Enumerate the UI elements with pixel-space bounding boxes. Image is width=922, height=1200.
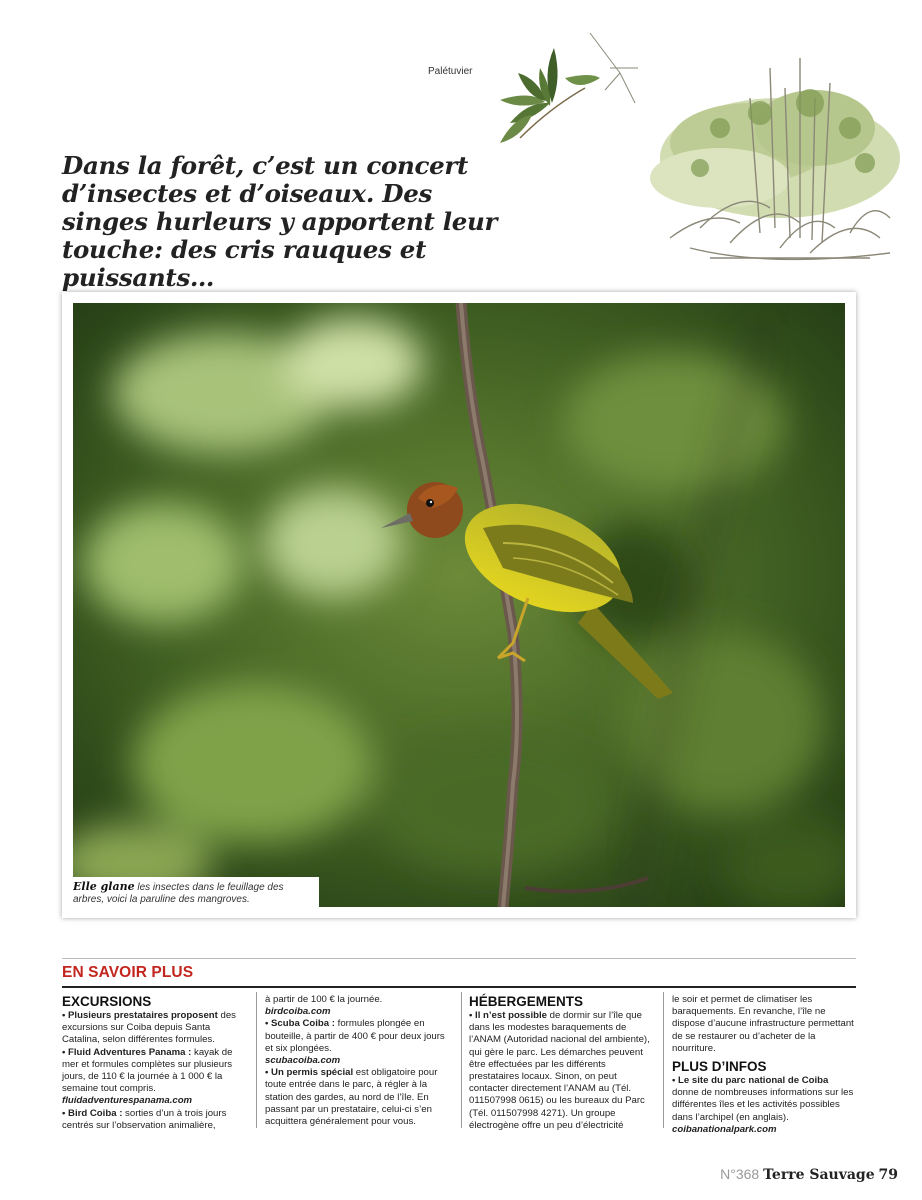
excursions-column <box>62 994 248 1132</box>
paragraph-text: formules plongée en bouteille, à partir de 400 € pour deux jours et six plongées. <box>265 1018 445 1054</box>
section-rule-top <box>62 958 856 959</box>
bold-lead: • Plusieurs prestataires proposent <box>62 1010 218 1021</box>
bold-lead: • Le site du parc national de Coiba <box>672 1075 829 1087</box>
page-folio <box>720 1166 898 1183</box>
infos-column <box>672 994 856 1136</box>
page-number: 79 <box>878 1167 898 1183</box>
paragraph-text: de dormir sur l’île que dans les modestes baraquements de l’ANAM (Autoridad nacional del ambiente), qui gère le parc. Les démarches peuvent être effectuées par les différents prestataires locaux. Sinon, on peut contacter directement l’ANAM au (Tél. 011507998 0615) ou les bureaux du Parc (Tél. 011507998 4271). Un groupe électrogène offre un peu d’électricité <box>469 1010 650 1131</box>
photo-caption <box>73 877 319 907</box>
bold-lead: • Scuba Coiba : <box>265 1018 335 1030</box>
column-divider <box>663 992 664 1128</box>
col2-paragraph-1: à partir de 100 € la journée. <box>265 994 383 1005</box>
birdcoiba-link[interactable]: birdcoiba.com <box>265 1006 331 1018</box>
paragraph-text: donne de nombreuses informations sur les différentes îles et les activités possibles dans l’archipel (en anglais). <box>672 1087 854 1123</box>
hebergements-heading: HÉBERGEMENTS <box>469 994 584 1009</box>
excursions-paragraph-1 <box>62 1010 248 1047</box>
section-title: EN SAVOIR PLUS <box>62 964 194 981</box>
caption-lead: Elle glane <box>73 880 135 893</box>
scubacoiba-link[interactable]: scubacoiba.com <box>265 1055 341 1067</box>
col4-paragraph-1: le soir et permet de climatiser les baraquements. En revanche, l’île ne dispose d’aucune infrastructure permettant de se restaurer ou d’acheter de la nourriture. <box>672 994 854 1054</box>
caption-text: les insectes dans le feuillage des arbres, voici la paruline des mangroves. <box>73 882 284 905</box>
issue-number: N°368 <box>720 1166 760 1182</box>
excursions-heading: EXCURSIONS <box>62 994 152 1009</box>
column-divider <box>461 992 462 1128</box>
paragraph-text: sorties d’un à trois jours centrés sur l’observation animalière, <box>62 1107 227 1131</box>
coiba-park-link[interactable]: coibanationalpark.com <box>672 1123 777 1135</box>
bold-lead: • Il n’est possible <box>469 1010 547 1021</box>
magazine-name: Terre Sauvage <box>763 1167 875 1183</box>
bold-lead: • Bird Coiba : <box>62 1107 123 1119</box>
excursions-column-continued <box>265 994 455 1128</box>
paragraph-text: kayak de mer et formules complètes sur plusieurs jours, de 110 € la journée à 1 000 € la semaine tout compris. <box>62 1046 233 1095</box>
illustration-label: Palétuvier <box>428 66 473 77</box>
excursions-paragraph-2 <box>62 1047 248 1096</box>
plus-infos-heading: PLUS D’INFOS <box>672 1059 767 1075</box>
col4-paragraph-2 <box>672 1075 856 1124</box>
mangrove-illustration <box>470 28 900 288</box>
paragraph-text: des excursions sur Coiba depuis Santa Catalina, selon différentes formules. <box>62 1010 236 1046</box>
bird-photo-illustration <box>73 303 845 907</box>
fluid-adventures-link[interactable]: fluidadventurespanama.com <box>62 1095 193 1107</box>
hebergements-paragraph <box>469 1010 655 1132</box>
paragraph-text: est obligatoire pour toute entrée dans le parc, à régler à la station des gardes, au nord de l’île. En passant par un prestataire, celui-ci s’en acquittera généralement pour vous. <box>265 1067 438 1128</box>
photo-frame <box>62 292 856 918</box>
bold-lead: • Fluid Adventures Panama : <box>62 1046 192 1058</box>
hebergements-column <box>469 994 655 1132</box>
excursions-paragraph-3 <box>62 1108 248 1132</box>
col2-paragraph-2 <box>265 1018 455 1055</box>
pull-quote: Dans la forêt, c’est un concert d’insectes et d’oiseaux. Des singes hurleurs y apportent leur touche: des cris rauques et puissants… <box>62 151 498 292</box>
section-rule <box>62 986 856 988</box>
bold-lead: • Un permis spécial <box>265 1067 354 1079</box>
column-divider <box>256 992 257 1128</box>
col2-paragraph-3 <box>265 1067 455 1128</box>
bird-photo <box>73 303 845 907</box>
